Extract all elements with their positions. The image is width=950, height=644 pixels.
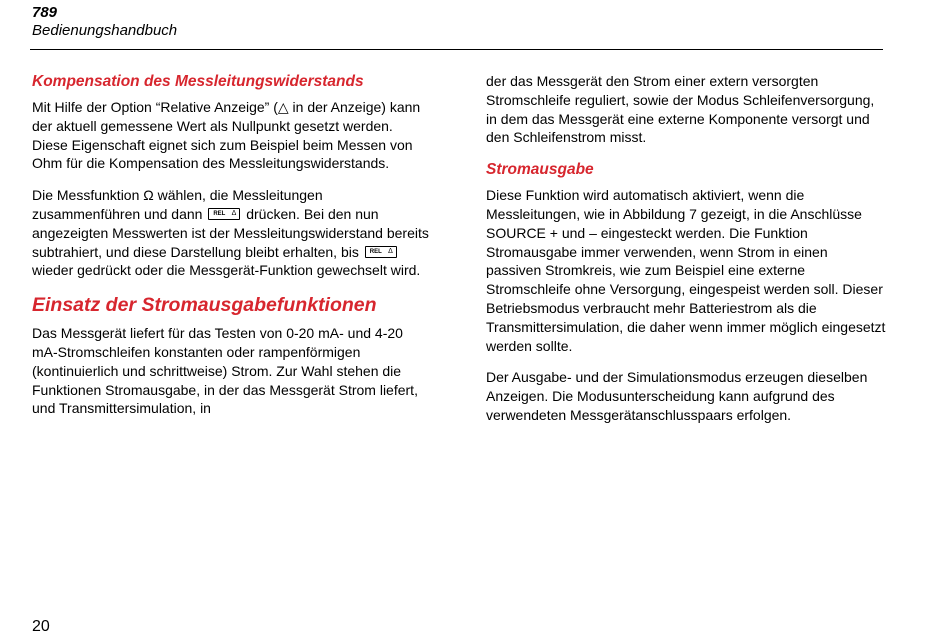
- paragraph-relative-display: Mit Hilfe der Option “Relative Anzeige” (△ in der Anzeige) kann der aktuell gemessene Wert als Nullpunkt gesetzt werden. Diese Eigenschaft eignet sich zum Beispiel beim Messen von Ohm für die Kompensation des Messleitungswiderstands.: [32, 99, 421, 172]
- paragraph-current-output-intro: Das Messgerät liefert für das Testen von 0-20 mA- und 4-20 mA-Stromschleifen konstanten oder rampenförmigen (kontinuierlich und schrittweise) Strom. Zur Wahl stehen die Funktionen Stromausgabe, in der das Messgerät Strom liefert, und Transmittersimulation, in: [32, 325, 418, 417]
- rel-key-icon: REL Δ: [365, 246, 397, 258]
- page-number: 20: [32, 618, 50, 635]
- paragraph-continued: der das Messgerät den Strom einer extern versorgten Stromschleife reguliert, sowie der Modus Schleifenversorgung, in dem das Messgerät eine externe Komponente versorgt und den Schleifenstrom misst.: [486, 73, 875, 146]
- paragraph-text: drücken. Bei den nun angezeigten Messwerten ist der Messleitungswiderstand bereits subtrahiert, und diese Darstellung bleibt erhalten, bis: [32, 205, 429, 260]
- header-rule: [30, 49, 883, 50]
- paragraph-text: Die Messfunktion Ω wählen, die Messleitungen zusammenführen und dann: [32, 187, 323, 222]
- manual-title: Bedienungshandbuch: [32, 22, 178, 39]
- right-column: [486, 72, 886, 438]
- model-number: 789: [32, 4, 58, 21]
- paragraph-stromausgabe: Diese Funktion wird automatisch aktiviert, wenn die Messleitungen, wie in Abbildung 7 gezeigt, in die Anschlüsse SOURCE + und – eingesteckt werden. Die Funktion Stromausgabe immer verwenden, wenn Strom in einen passiven Stromkreis, wie zum Beispiel eine externe Stromschleife ohne Versorgung, eingespeist werden soll. Dieser Betriebsmodus verbraucht mehr Batteriestrom als die Transmittersimulation, die daher wenn immer möglich eingesetzt werden sollte.: [486, 187, 886, 354]
- rel-key-icon: REL Δ: [208, 208, 240, 220]
- page-header: [32, 4, 177, 40]
- section-heading-stromausgabe: Stromausgabe: [486, 161, 594, 179]
- paragraph-text: wieder gedrückt oder die Messgerät-Funktion gewechselt wird.: [32, 262, 421, 279]
- section-heading-compensation: Kompensation des Messleitungswiderstands: [32, 73, 364, 90]
- paragraph-modes: Der Ausgabe- und der Simulationsmodus erzeugen dieselben Anzeigen. Die Modusunterscheidung kann aufgrund des verwendeten Messgerätanschlusspaars erfolgen.: [486, 369, 868, 423]
- paragraph-ohm-procedure: [32, 186, 432, 280]
- left-column: [32, 72, 432, 431]
- chapter-heading-current-output: Einsatz der Stromausgabefunktionen: [32, 294, 377, 317]
